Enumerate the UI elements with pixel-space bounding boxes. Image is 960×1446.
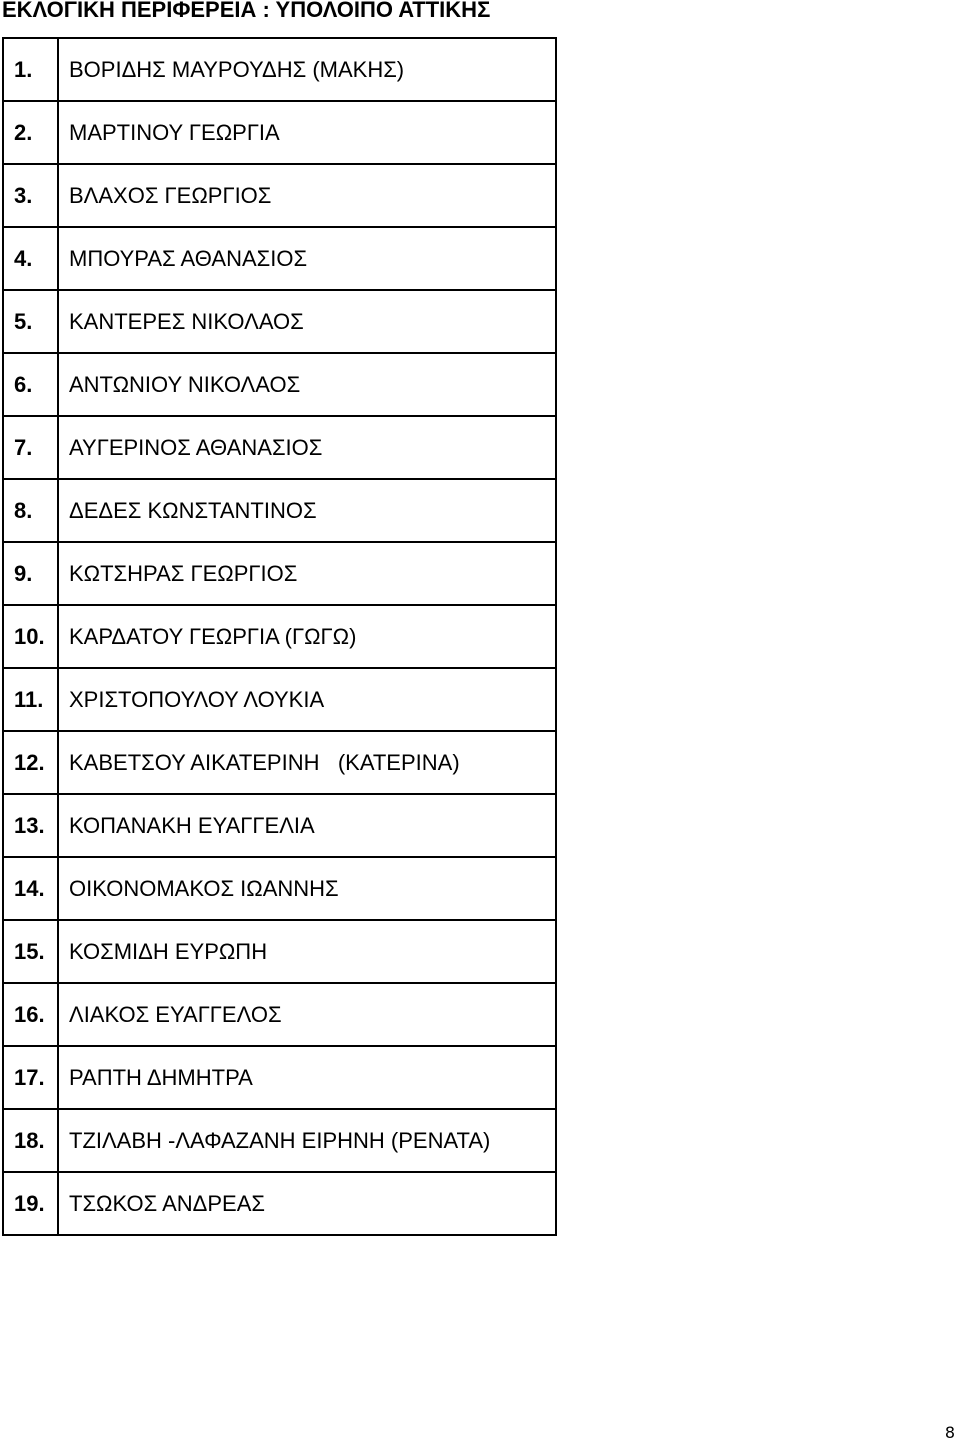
candidate-number: 13. (3, 794, 58, 857)
table-row (3, 38, 556, 101)
candidate-name: ΧΡΙΣΤΟΠΟΥΛΟΥ ΛΟΥΚΙΑ (58, 668, 556, 731)
candidates-table-body (3, 38, 556, 1235)
candidate-number: 16. (3, 983, 58, 1046)
table-row (3, 542, 556, 605)
candidates-table (2, 37, 557, 1236)
candidate-number: 6. (3, 353, 58, 416)
candidate-number: 4. (3, 227, 58, 290)
table-row (3, 1046, 556, 1109)
table-row (3, 479, 556, 542)
table-row (3, 1109, 556, 1172)
candidate-name: ΚΟΣΜΙΔΗ ΕΥΡΩΠΗ (58, 920, 556, 983)
table-row (3, 290, 556, 353)
table-row (3, 731, 556, 794)
candidate-number: 11. (3, 668, 58, 731)
candidate-name: ΚΑΡΔΑΤΟΥ ΓΕΩΡΓΙΑ (ΓΩΓΩ) (58, 605, 556, 668)
table-row (3, 857, 556, 920)
candidate-number: 3. (3, 164, 58, 227)
candidate-name: ΑΝΤΩΝΙΟΥ ΝΙΚΟΛΑΟΣ (58, 353, 556, 416)
candidate-number: 1. (3, 38, 58, 101)
candidate-name: ΟΙΚΟΝΟΜΑΚΟΣ ΙΩΑΝΝΗΣ (58, 857, 556, 920)
table-row (3, 794, 556, 857)
table-row (3, 353, 556, 416)
candidate-number: 14. (3, 857, 58, 920)
candidate-number: 7. (3, 416, 58, 479)
table-row (3, 164, 556, 227)
candidate-number: 18. (3, 1109, 58, 1172)
candidate-name: ΚΑΝΤΕΡΕΣ ΝΙΚΟΛΑΟΣ (58, 290, 556, 353)
candidate-name: ΒΛΑΧΟΣ ΓΕΩΡΓΙΟΣ (58, 164, 556, 227)
candidate-name: ΚΟΠΑΝΑΚΗ ΕΥΑΓΓΕΛΙΑ (58, 794, 556, 857)
candidate-number: 10. (3, 605, 58, 668)
page-heading: ΕΚΛΟΓΙΚΗ ΠΕΡΙΦΕΡΕΙΑ : ΥΠΟΛΟΙΠΟ ΑΤΤΙΚΗΣ (2, 0, 491, 22)
candidate-name: ΚΩΤΣΗΡΑΣ ΓΕΩΡΓΙΟΣ (58, 542, 556, 605)
candidate-number: 19. (3, 1172, 58, 1235)
candidate-number: 5. (3, 290, 58, 353)
page-number: 8 (944, 1423, 955, 1442)
candidate-name: ΤΖΙΛΑΒΗ -ΛΑΦΑΖΑΝΗ ΕΙΡΗΝΗ (ΡΕΝΑΤΑ) (58, 1109, 556, 1172)
table-row (3, 1172, 556, 1235)
table-row (3, 227, 556, 290)
candidate-name: ΜΑΡΤΙΝΟΥ ΓΕΩΡΓΙΑ (58, 101, 556, 164)
table-row (3, 605, 556, 668)
candidate-number: 12. (3, 731, 58, 794)
candidate-number: 9. (3, 542, 58, 605)
table-row (3, 101, 556, 164)
candidate-number: 15. (3, 920, 58, 983)
candidate-name: ΡΑΠΤΗ ΔΗΜΗΤΡΑ (58, 1046, 556, 1109)
candidate-name: ΤΣΩΚΟΣ ΑΝΔΡΕΑΣ (58, 1172, 556, 1235)
candidate-number: 17. (3, 1046, 58, 1109)
table-row (3, 668, 556, 731)
candidate-name: ΛΙΑΚΟΣ ΕΥΑΓΓΕΛΟΣ (58, 983, 556, 1046)
candidate-name: ΔΕΔΕΣ ΚΩΝΣΤΑΝΤΙΝΟΣ (58, 479, 556, 542)
table-row (3, 416, 556, 479)
candidate-name: ΚΑΒΕΤΣΟΥ ΑΙΚΑΤΕΡΙΝΗ (ΚΑΤΕΡΙΝΑ) (58, 731, 556, 794)
candidate-name: ΒΟΡΙΔΗΣ ΜΑΥΡΟΥΔΗΣ (ΜΑΚΗΣ) (58, 38, 556, 101)
candidate-name: ΜΠΟΥΡΑΣ ΑΘΑΝΑΣΙΟΣ (58, 227, 556, 290)
candidate-number: 2. (3, 101, 58, 164)
candidate-number: 8. (3, 479, 58, 542)
table-row (3, 983, 556, 1046)
candidate-name: ΑΥΓΕΡΙΝΟΣ ΑΘΑΝΑΣΙΟΣ (58, 416, 556, 479)
table-row (3, 920, 556, 983)
